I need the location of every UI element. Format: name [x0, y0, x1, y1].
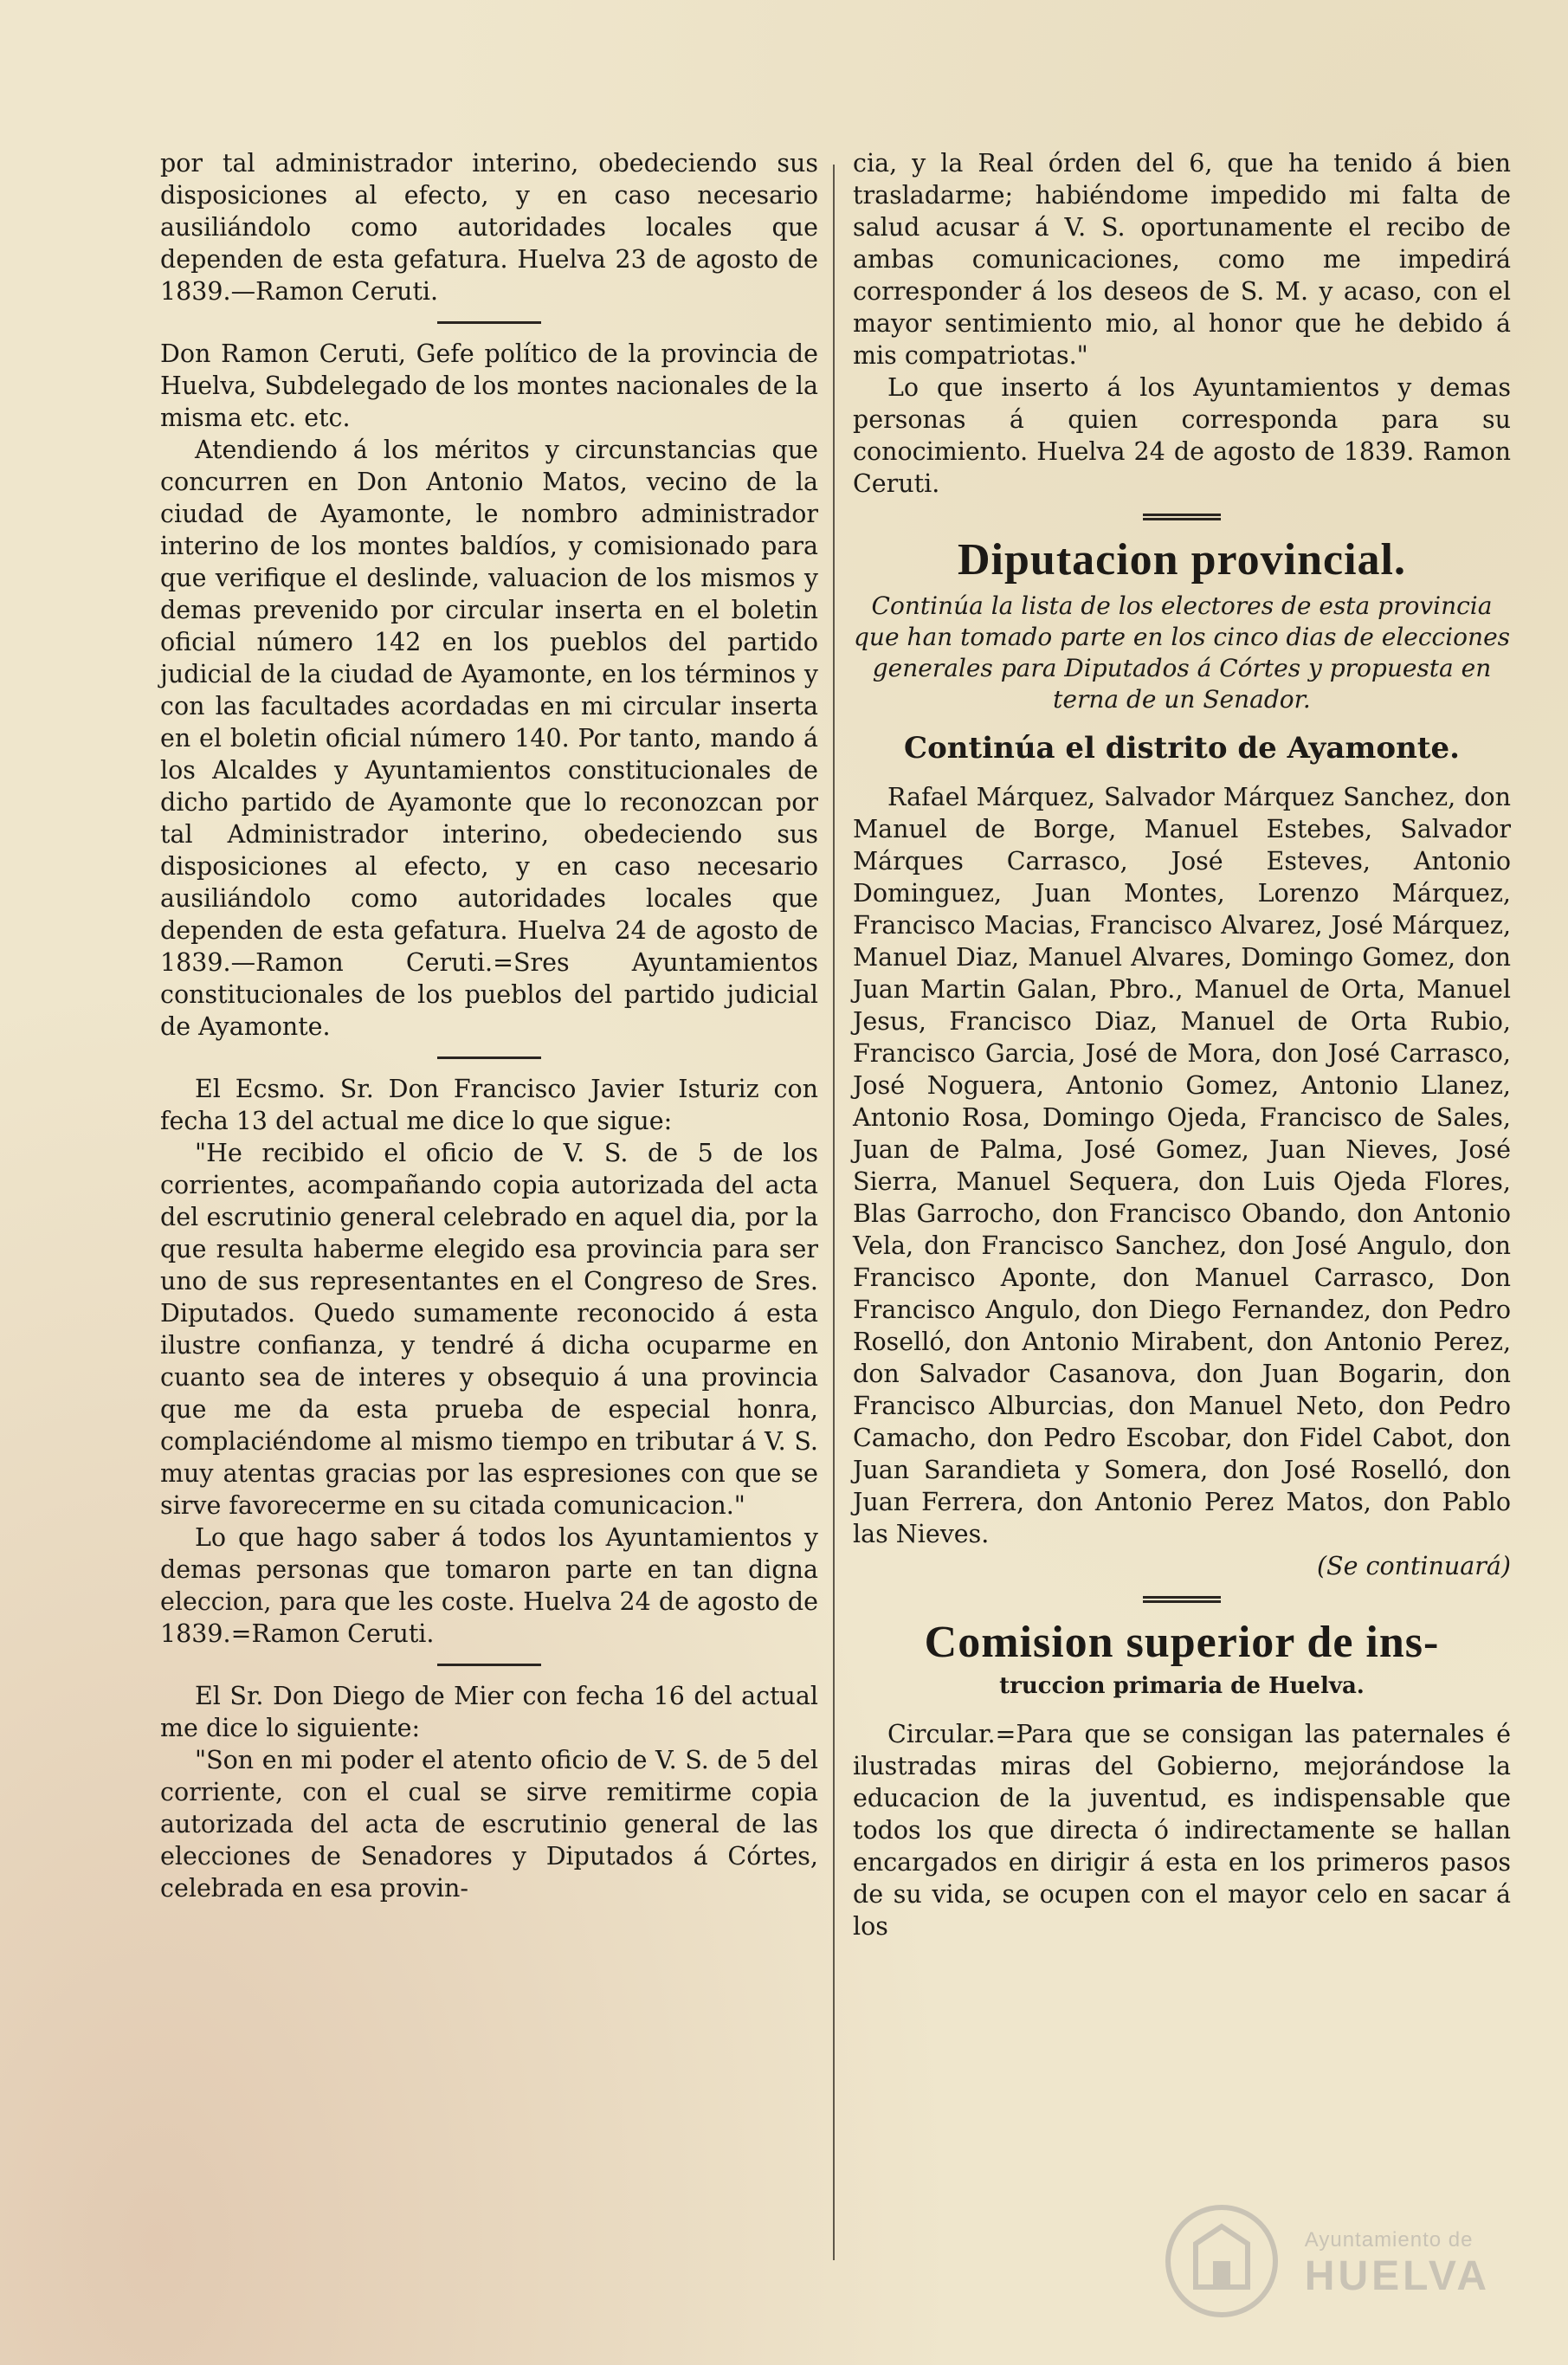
- paragraph: Lo que hago saber á todos los Ayuntamientos y demas personas que tomaron parte en tan digna eleccion, para que les coste. Huelva 24 de agosto de 1839.=Ramon Ceruti.: [160, 1523, 818, 1648]
- paragraph: Lo que inserto á los Ayuntamientos y demas personas á quien corresponda para su conocimiento. Huelva 24 de agosto de 1839. Ramon Ceruti.: [853, 373, 1511, 498]
- paragraph: Don Ramon Ceruti, Gefe político de la provincia de Huelva, Subdelegado de los montes nacionales de la misma etc. etc.: [160, 339, 818, 432]
- section-subtitle: Continúa la lista de los electores de esta provincia que han tomado parte en los cinco dias de elecciones generales para Diputados á Córtes y propuesta en terna de un Senador.: [853, 591, 1511, 714]
- city-seal-icon: [1161, 2200, 1282, 2322]
- paragraph: cia, y la Real órden del 6, que ha tenido á bien trasladarme; habiéndome impedido mi falta de salud acusar á V. S. oportunamente el recibo de ambas comunicaciones, como me impedirá corresponder á los deseos de S. M. y acaso, con el mayor sentimiento mio, al honor que he debido á mis compatriotas.": [853, 149, 1511, 370]
- section-title: Comision superior de ins-: [924, 1618, 1440, 1667]
- subsection-title: Continúa el distrito de Ayamonte.: [904, 731, 1460, 766]
- paragraph: "Son en mi poder el atento oficio de V. S. de 5 del corriente, con el cual se sirve remitirme copia autorizada del acta de escrutinio general de las elecciones de Senadores y Diputados á Córtes, celebrada en esa provin-: [160, 1746, 818, 1903]
- paragraph: "He recibido el oficio de V. S. de 5 de los corrientes, acompañando copia autorizada del acta del escrutinio general celebrado en aquel dia, por la que resulta haberme elegido esa provincia para ser uno de sus representantes en el Congreso de Sres. Diputados. Quedo sumamente reconocido á esta ilustre confianza, y tendré á dicha ocuparme en cuanto sea de interes y obsequio á una provincia que me da esta prueba de especial honra, complaciéndome al mismo tiempo en tributar á V. S. muy atentas gracias por las espresiones con que se sirve favorecerme en su citada comunicacion.": [160, 1139, 818, 1520]
- left-column: [160, 147, 818, 1904]
- paragraph: Atendiendo á los méritos y circunstancias que concurren en Don Antonio Matos, vecino de la ciudad de Ayamonte, le nombro administrador interino de los montes baldíos, y comisionado para que verifique el deslinde, valuacion de los mismos y demas prevenido por circular inserta en el boletin oficial número 142 en los pueblos del partido judicial de la ciudad de Ayamonte, en los términos y con las facultades acordadas en mi circular inserta en el boletin oficial número 140. Por tanto, mando á los Alcaldes y Ayuntamientos constitucionales de dicho partido de Ayamonte que lo reconozcan por tal Administrador interino, obedeciendo sus disposiciones al efecto, y en caso necesario ausiliándolo como autoridades locales que dependen de esta gefatura. Huelva 24 de agosto de 1839.—Ramon Ceruti.=Sres Ayuntamientos constitucionales de los pueblos del partido judicial de Ayamonte.: [160, 436, 818, 1041]
- section-title: Diputacion provincial.: [957, 535, 1406, 585]
- paragraph: por tal administrador interino, obedeciendo sus disposiciones al efecto, y en caso necesario ausiliándolo como autoridades locales que dependen de esta gefatura. Huelva 23 de agosto de 1839.—Ramon Ceruti.: [160, 149, 818, 306]
- watermark: [1305, 2228, 1490, 2300]
- watermark-line1: Ayuntamiento de: [1304, 2228, 1474, 2252]
- watermark-line2: HUELVA: [1304, 2253, 1490, 2299]
- paragraph: El Ecsmo. Sr. Don Francisco Javier Isturiz con fecha 13 del actual me dice lo que sigue:: [160, 1075, 818, 1135]
- separator: [1143, 514, 1221, 520]
- separator: [437, 1056, 541, 1059]
- separator: [437, 1664, 541, 1666]
- continuation-note: (Se continuará): [1316, 1552, 1511, 1580]
- column-divider: [833, 165, 835, 2260]
- separator: [437, 321, 541, 324]
- paragraph: Rafael Márquez, Salvador Márquez Sanchez, don Manuel de Borge, Manuel Estebes, Salvador Márques Carrasco, José Esteves, Antonio Dominguez, Juan Montes, Lorenzo Márquez, Francisco Macias, Francisco Alvarez, José Márquez, Manuel Diaz, Manuel Alvares, Domingo Gomez, don Juan Martin Galan, Pbro., Manuel de Orta, Manuel Jesus, Francisco Diaz, Manuel de Orta Rubio, Francisco Garcia, José de Mora, don José Carrasco, José Noguera, Antonio Gomez, Antonio Llanez, Antonio Rosa, Domingo Ojeda, Francisco de Sales, Juan de Palma, José Gomez, Juan Nieves, José Sierra, Manuel Sequera, don Luis Ojeda Flores, Blas Garrocho, don Francisco Obando, don Antonio Vela, don Francisco Sanchez, don José Angulo, don Francisco Aponte, don Manuel Carrasco, Don Francisco Angulo, don Diego Fernandez, don Pedro Roselló, don Antonio Mirabent, don Antonio Perez, don Salvador Casanova, don Juan Bogarin, don Francisco Alburcias, don Manuel Neto, don Pedro Camacho, don Pedro Escobar, don Fidel Cabot, don Juan Sarandieta y Somera, don José Roselló, don Juan Ferrera, don Antonio Perez Matos, don Pablo las Nieves.: [853, 783, 1511, 1548]
- right-column: [853, 147, 1511, 1942]
- section-subtitle: truccion primaria de Huelva.: [999, 1673, 1365, 1699]
- paragraph: El Sr. Don Diego de Mier con fecha 16 del actual me dice lo siguiente:: [160, 1682, 818, 1742]
- paragraph: Circular.=Para que se consigan las paternales é ilustradas miras del Gobierno, mejorándose la educacion de la juventud, es indispensable que todos los que directa ó indirectamente se hallan encargados en dirigir á esta en los primeros pasos de su vida, se ocupen con el mayor celo en sacar á los: [853, 1720, 1511, 1941]
- separator: [1143, 1596, 1221, 1603]
